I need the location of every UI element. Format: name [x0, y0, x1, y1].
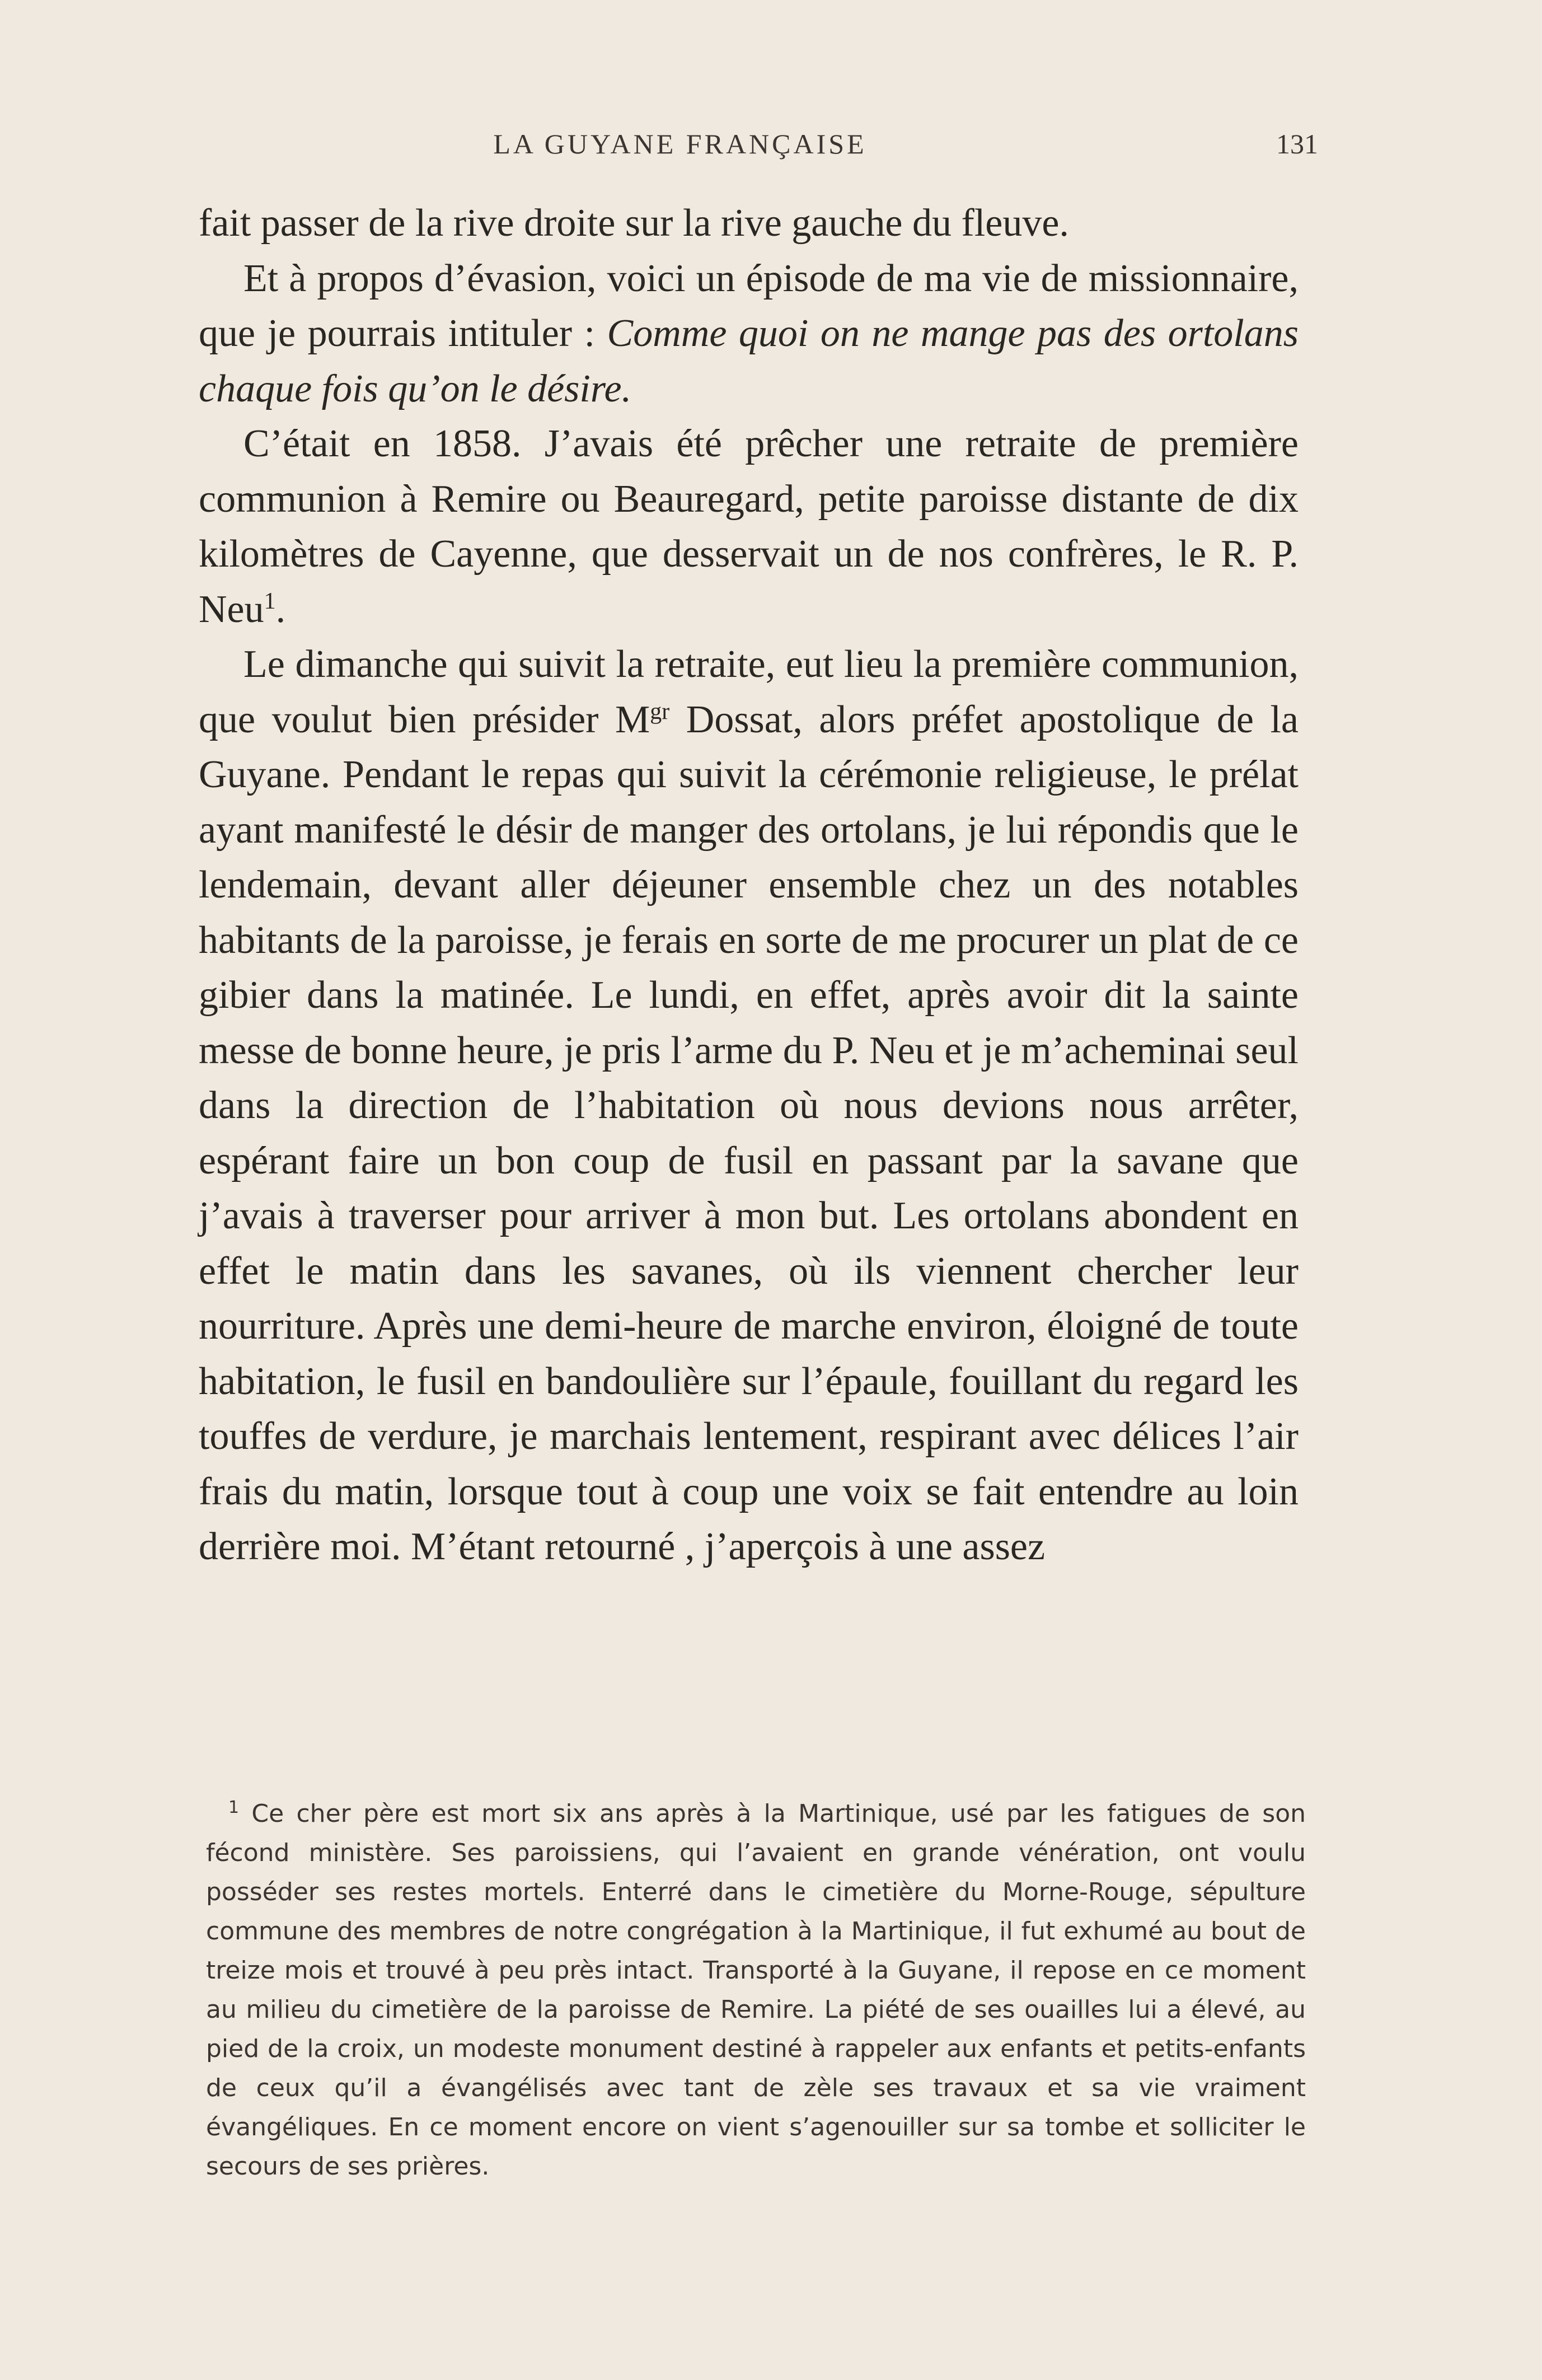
footnote-paragraph — [206, 1794, 1306, 2186]
main-text — [199, 196, 1299, 1575]
paragraph-1-text: fait passer de la rive droite sur la rive gauche du fleuve. — [199, 202, 1069, 245]
page-number: 131 — [1276, 128, 1318, 160]
running-title: LA GUYANE FRANÇAISE — [493, 128, 867, 160]
monseigneur-superscript: gr — [650, 698, 670, 724]
paragraph-1 — [199, 196, 1299, 251]
footnote-mark: 1 — [228, 1798, 240, 1817]
page-header — [199, 128, 1318, 167]
footnote-reference: 1 — [264, 588, 276, 614]
paragraph-4-continuation: Dossat, alors préfet apostolique de la Guyane. Pendant le repas qui suivit la cérémonie religieuse, le prélat ayant manifesté le désir de manger des ortolans, je lui répondis que le lendemain, devant aller déjeuner ensemble chez un des notables habitants de la paroisse, je ferais en sorte de me procurer un plat de ce gibier dans la matinée. Le lundi, en effet, après avoir dit la sainte messe de bonne heure, je pris l’arme du P. Neu et je m’acheminai seul dans la direction de l’habitation où nous devions nous arrêter, espérant faire un bon coup de fusil en passant par la savane que j’avais à traverser pour arriver à mon but. Les ortolans abondent en effet le matin dans les savanes, où ils viennent chercher leur nourriture. Après une demi-heure de marche environ, éloigné de toute habitation, le fusil en bandoulière sur l’épaule, fouillant du regard les touffes de verdure, je marchais lentement, respirant avec délices l’air frais du matin, lorsque tout à coup une voix se fait entendre au loin derrière moi. M’étant retourné , j’aperçois à une assez — [199, 698, 1299, 1568]
paragraph-3 — [199, 417, 1299, 637]
paragraph-2 — [199, 251, 1299, 417]
paragraph-3-end: . — [275, 587, 286, 631]
paragraph-3-text: C’était en 1858. J’avais été prêcher une retraite de première communion à Remire ou Beauregard, petite paroisse distante de dix kilomètres de Cayenne, que desservait un de nos confrères, le R. P. Neu — [199, 422, 1299, 631]
footnote — [206, 1794, 1306, 2186]
paragraph-2-italic-title: Comme quoi on ne mange pas des ortolans chaque fois qu’on le désire. — [199, 312, 1299, 410]
footnote-text: Ce cher père est mort six ans après à la Martinique, usé par les fatigues de son fécond ministère. Ses paroissiens, qui l’avaient en grande vénération, ont voulu posséder ses restes mortels. Enterré dans le cimetière du Morne-Rouge, sépulture commune des membres de notre congrégation à la Martinique, il fut exhumé au bout de treize mois et trouvé à peu près intact. Transporté à la Guyane, il repose en ce moment au milieu du cimetière de la paroisse de Remire. La piété de ses ouailles lui a élevé, au pied de la croix, un modeste monument destiné à rappeler aux enfants et petits-enfants de ceux qu’il a évangélisés avec tant de zèle ses travaux et sa vie vraiment évangéliques. En ce moment encore on vient s’agenouiller sur sa tombe et solliciter le secours de ses prières. — [206, 1799, 1306, 2181]
paragraph-4-text: Le dimanche qui suivit la retraite, eut lieu la première communion, que voulut bien présider M — [199, 643, 1299, 741]
paragraph-4 — [199, 637, 1299, 1575]
paragraph-2-text: Et à propos d’évasion, voici un épisode de ma vie de missionnaire, que je pourrais intituler : — [199, 256, 1299, 355]
